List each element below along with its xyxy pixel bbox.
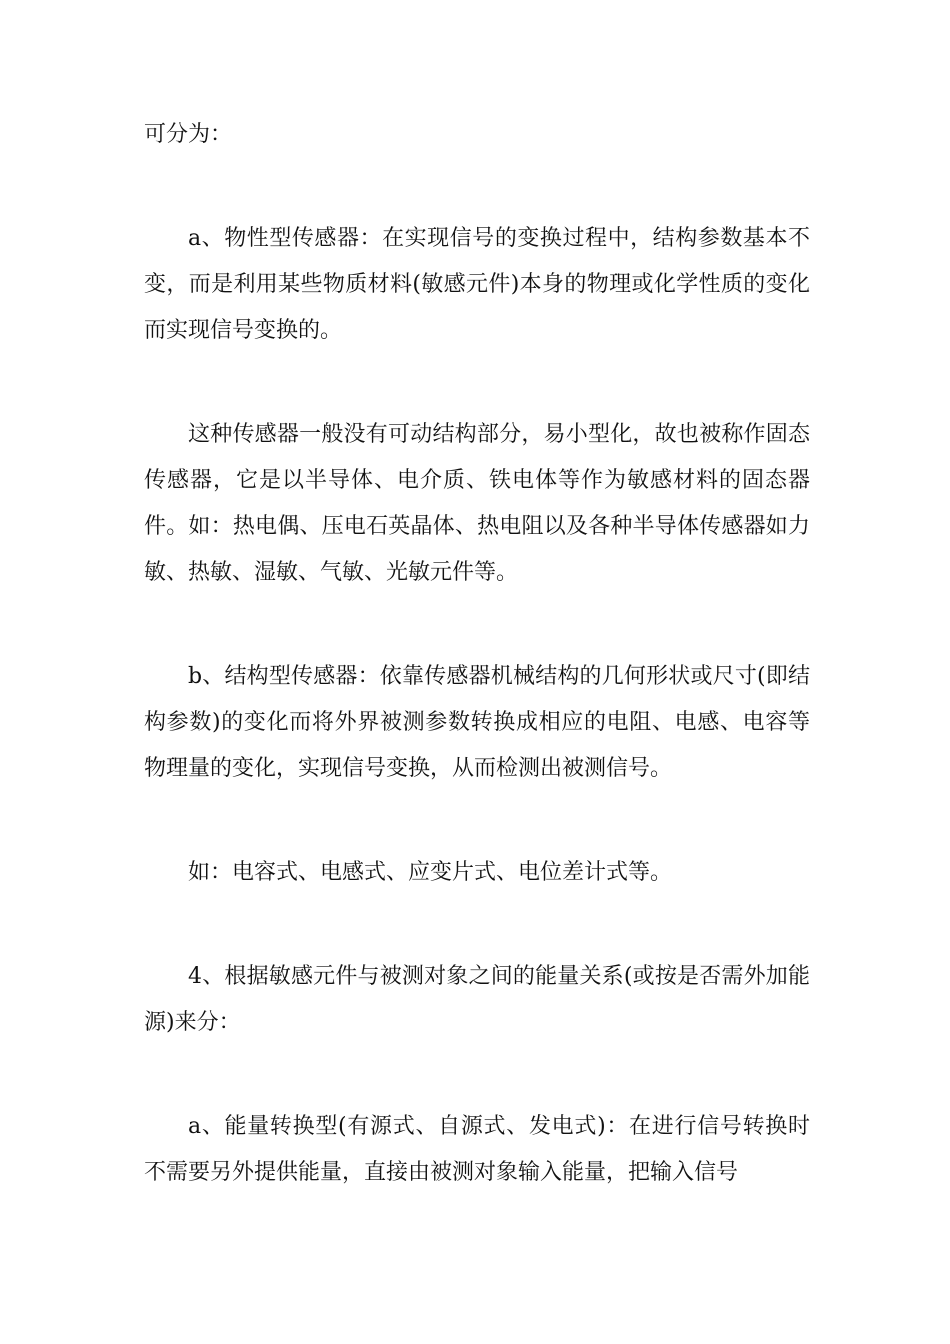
paragraph-gap — [144, 158, 810, 216]
paragraph-structural-examples: 如：电容式、电感式、应变片式、电位差计式等。 — [188, 860, 673, 885]
paragraph-gap — [144, 792, 810, 850]
paragraph-solid-state-sensor: 这种传感器一般没有可动结构部分，易小型化，故也被称作固态传感器，它是以半导体、电介质、铁电体等作为敏感材料的固态器件。如：热电偶、压电石英晶体、热电阻以及各种半导体传感器如力敏、热敏、湿敏、气敏、光敏元件等。 — [144, 422, 810, 585]
paragraph-gap — [144, 354, 810, 412]
document-body — [144, 112, 810, 1196]
paragraph-gap — [144, 896, 810, 954]
paragraph-gap — [144, 596, 810, 654]
paragraph-physical-sensor: a、物性型传感器：在实现信号的变换过程中，结构参数基本不变，而是利用某些物质材料(敏感元件)本身的物理或化学性质的变化而实现信号变换的。 — [144, 226, 810, 343]
paragraph-energy-conversion: a、能量转换型(有源式、自源式、发电式)：在进行信号转换时不需要另外提供能量，直接由被测对象输入能量，把输入信号 — [144, 1114, 810, 1185]
paragraph-gap — [144, 1046, 810, 1104]
paragraph-structural-sensor: b、结构型传感器：依靠传感器机械结构的几何形状或尺寸(即结构参数)的变化而将外界被测参数转换成相应的电阻、电感、电容等物理量的变化，实现信号变换，从而检测出被测信号。 — [144, 664, 810, 781]
paragraph-intro: 可分为： — [144, 122, 233, 147]
paragraph-energy-relation: 4、根据敏感元件与被测对象之间的能量关系(或按是否需外加能源)来分： — [144, 964, 810, 1035]
